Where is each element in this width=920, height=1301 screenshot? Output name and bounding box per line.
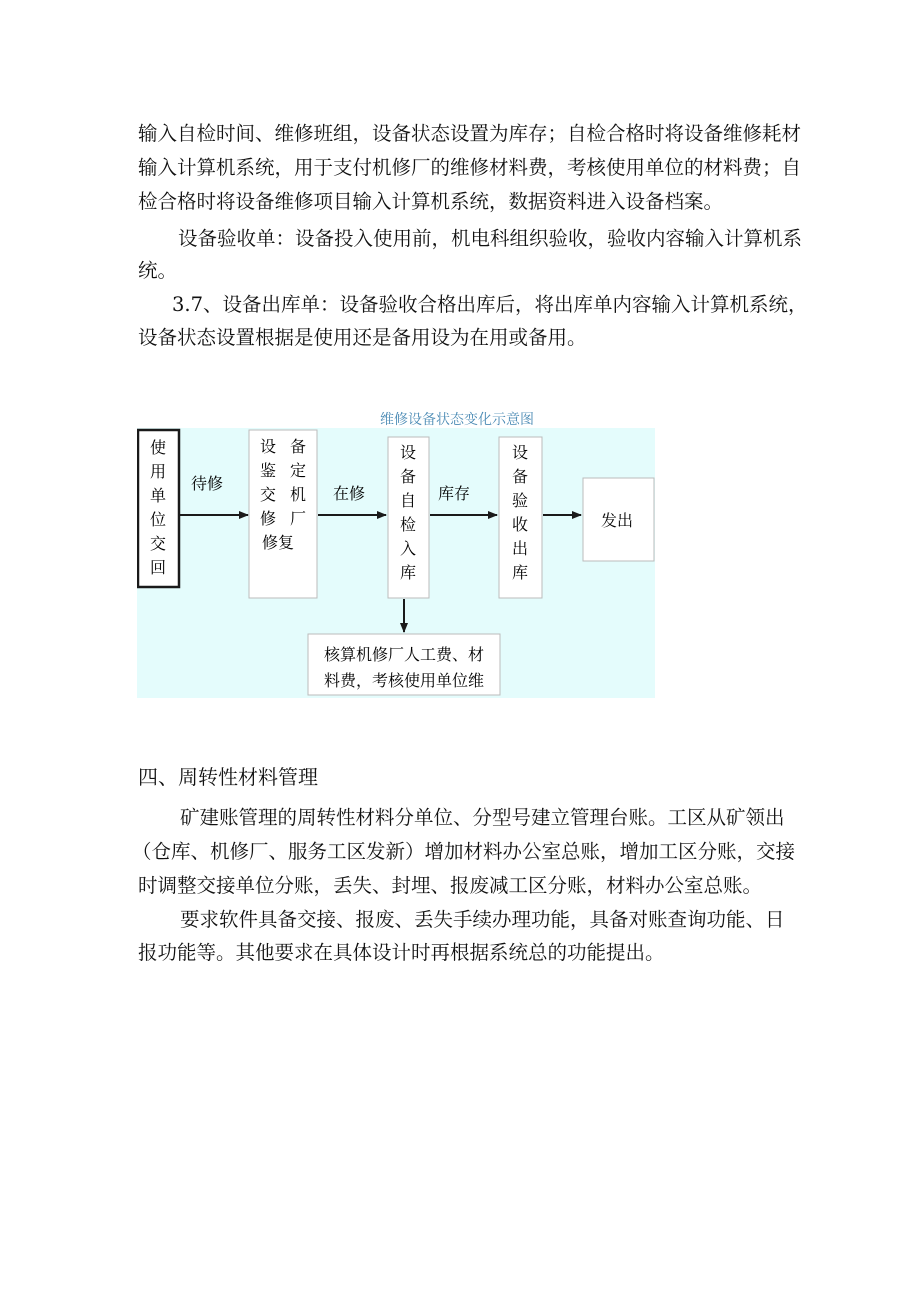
text-line: （仓库、机修厂、服务工区发新）增加材料办公室总账，增加工区分账，交接 <box>132 840 796 863</box>
label-repairing: 在修 <box>332 484 366 503</box>
box-char: 机 <box>289 485 307 504</box>
label-pending: 待修 <box>190 474 224 493</box>
box-char: 回 <box>149 558 167 577</box>
text-line: 时调整交接单位分账，丢失、封埋、报废减工区分账，材料办公室总账。 <box>138 874 763 897</box>
box-char: 自 <box>399 491 417 510</box>
box-text: 修复 <box>261 533 295 552</box>
text-line: 输入自检时间、维修班组，设备状态设置为库存；自检合格时将设备维修耗材 <box>138 122 802 145</box>
box-char: 鉴 <box>259 461 277 480</box>
label-stock: 库存 <box>437 484 471 503</box>
text-line: 要求软件具备交接、报废、丢失手续办理功能，具备对账查询功能、日 <box>180 908 785 931</box>
box-char: 收 <box>511 515 529 534</box>
box-char: 设 <box>399 443 417 462</box>
section-heading: 四、周转性材料管理 <box>138 765 318 789</box>
box-char: 使 <box>149 438 167 457</box>
box-char: 用 <box>149 462 167 481</box>
text-line: 3.7、设备出库单：设备验收合格出库后，将出库单内容输入计算机系统， <box>172 293 808 316</box>
equipment-status-flow-diagram <box>137 410 655 698</box>
box-char: 备 <box>511 467 529 486</box>
text-line: 设备状态设置根据是使用还是备用设为在用或备用。 <box>138 326 587 349</box>
box-text: 发出 <box>600 511 634 530</box>
box-char: 位 <box>149 510 167 529</box>
text-line: 设备验收单：设备投入使用前，机电科组织验收，验收内容输入计算机系 <box>178 227 803 250</box>
box-dispatch <box>583 478 654 561</box>
box-char: 备 <box>289 437 307 456</box>
box-use-unit-return <box>138 430 179 587</box>
box-char: 验 <box>511 491 529 510</box>
box-text: 料费，考核使用单位维 <box>323 671 485 690</box>
box-char: 修 <box>259 509 277 528</box>
text-line: 矿建账管理的周转性材料分单位、分型号建立管理台账。工区从矿领出 <box>180 806 785 829</box>
box-char: 单 <box>149 486 167 505</box>
box-char: 出 <box>511 539 529 558</box>
box-char: 交 <box>259 485 277 504</box>
box-char: 厂 <box>289 509 307 528</box>
diagram-title: 维修设备状态变化示意图 <box>380 412 534 428</box>
box-char: 备 <box>399 467 417 486</box>
box-text: 核算机修厂人工费、材 <box>323 645 485 664</box>
box-char: 入 <box>399 539 417 558</box>
box-char: 设 <box>259 437 277 456</box>
box-char: 设 <box>511 443 529 462</box>
text-line: 报功能等。其他要求在具体设计时再根据系统总的功能提出。 <box>138 941 665 964</box>
box-cost-accounting <box>308 634 500 695</box>
text-line: 检合格时将设备维修项目输入计算机系统，数据资料进入设备档案。 <box>138 190 724 213</box>
box-self-check-stock <box>388 437 429 598</box>
box-acceptance-outbound <box>499 437 542 598</box>
text-line: 统。 <box>138 259 178 282</box>
box-char: 交 <box>149 534 167 553</box>
box-char: 检 <box>399 515 417 534</box>
box-char: 库 <box>399 563 417 582</box>
box-repair-shop <box>249 430 317 598</box>
box-char: 库 <box>511 563 529 582</box>
text-line: 输入计算机系统，用于支付机修厂的维修材料费，考核使用单位的材料费；自 <box>138 156 802 179</box>
box-char: 定 <box>289 461 307 480</box>
